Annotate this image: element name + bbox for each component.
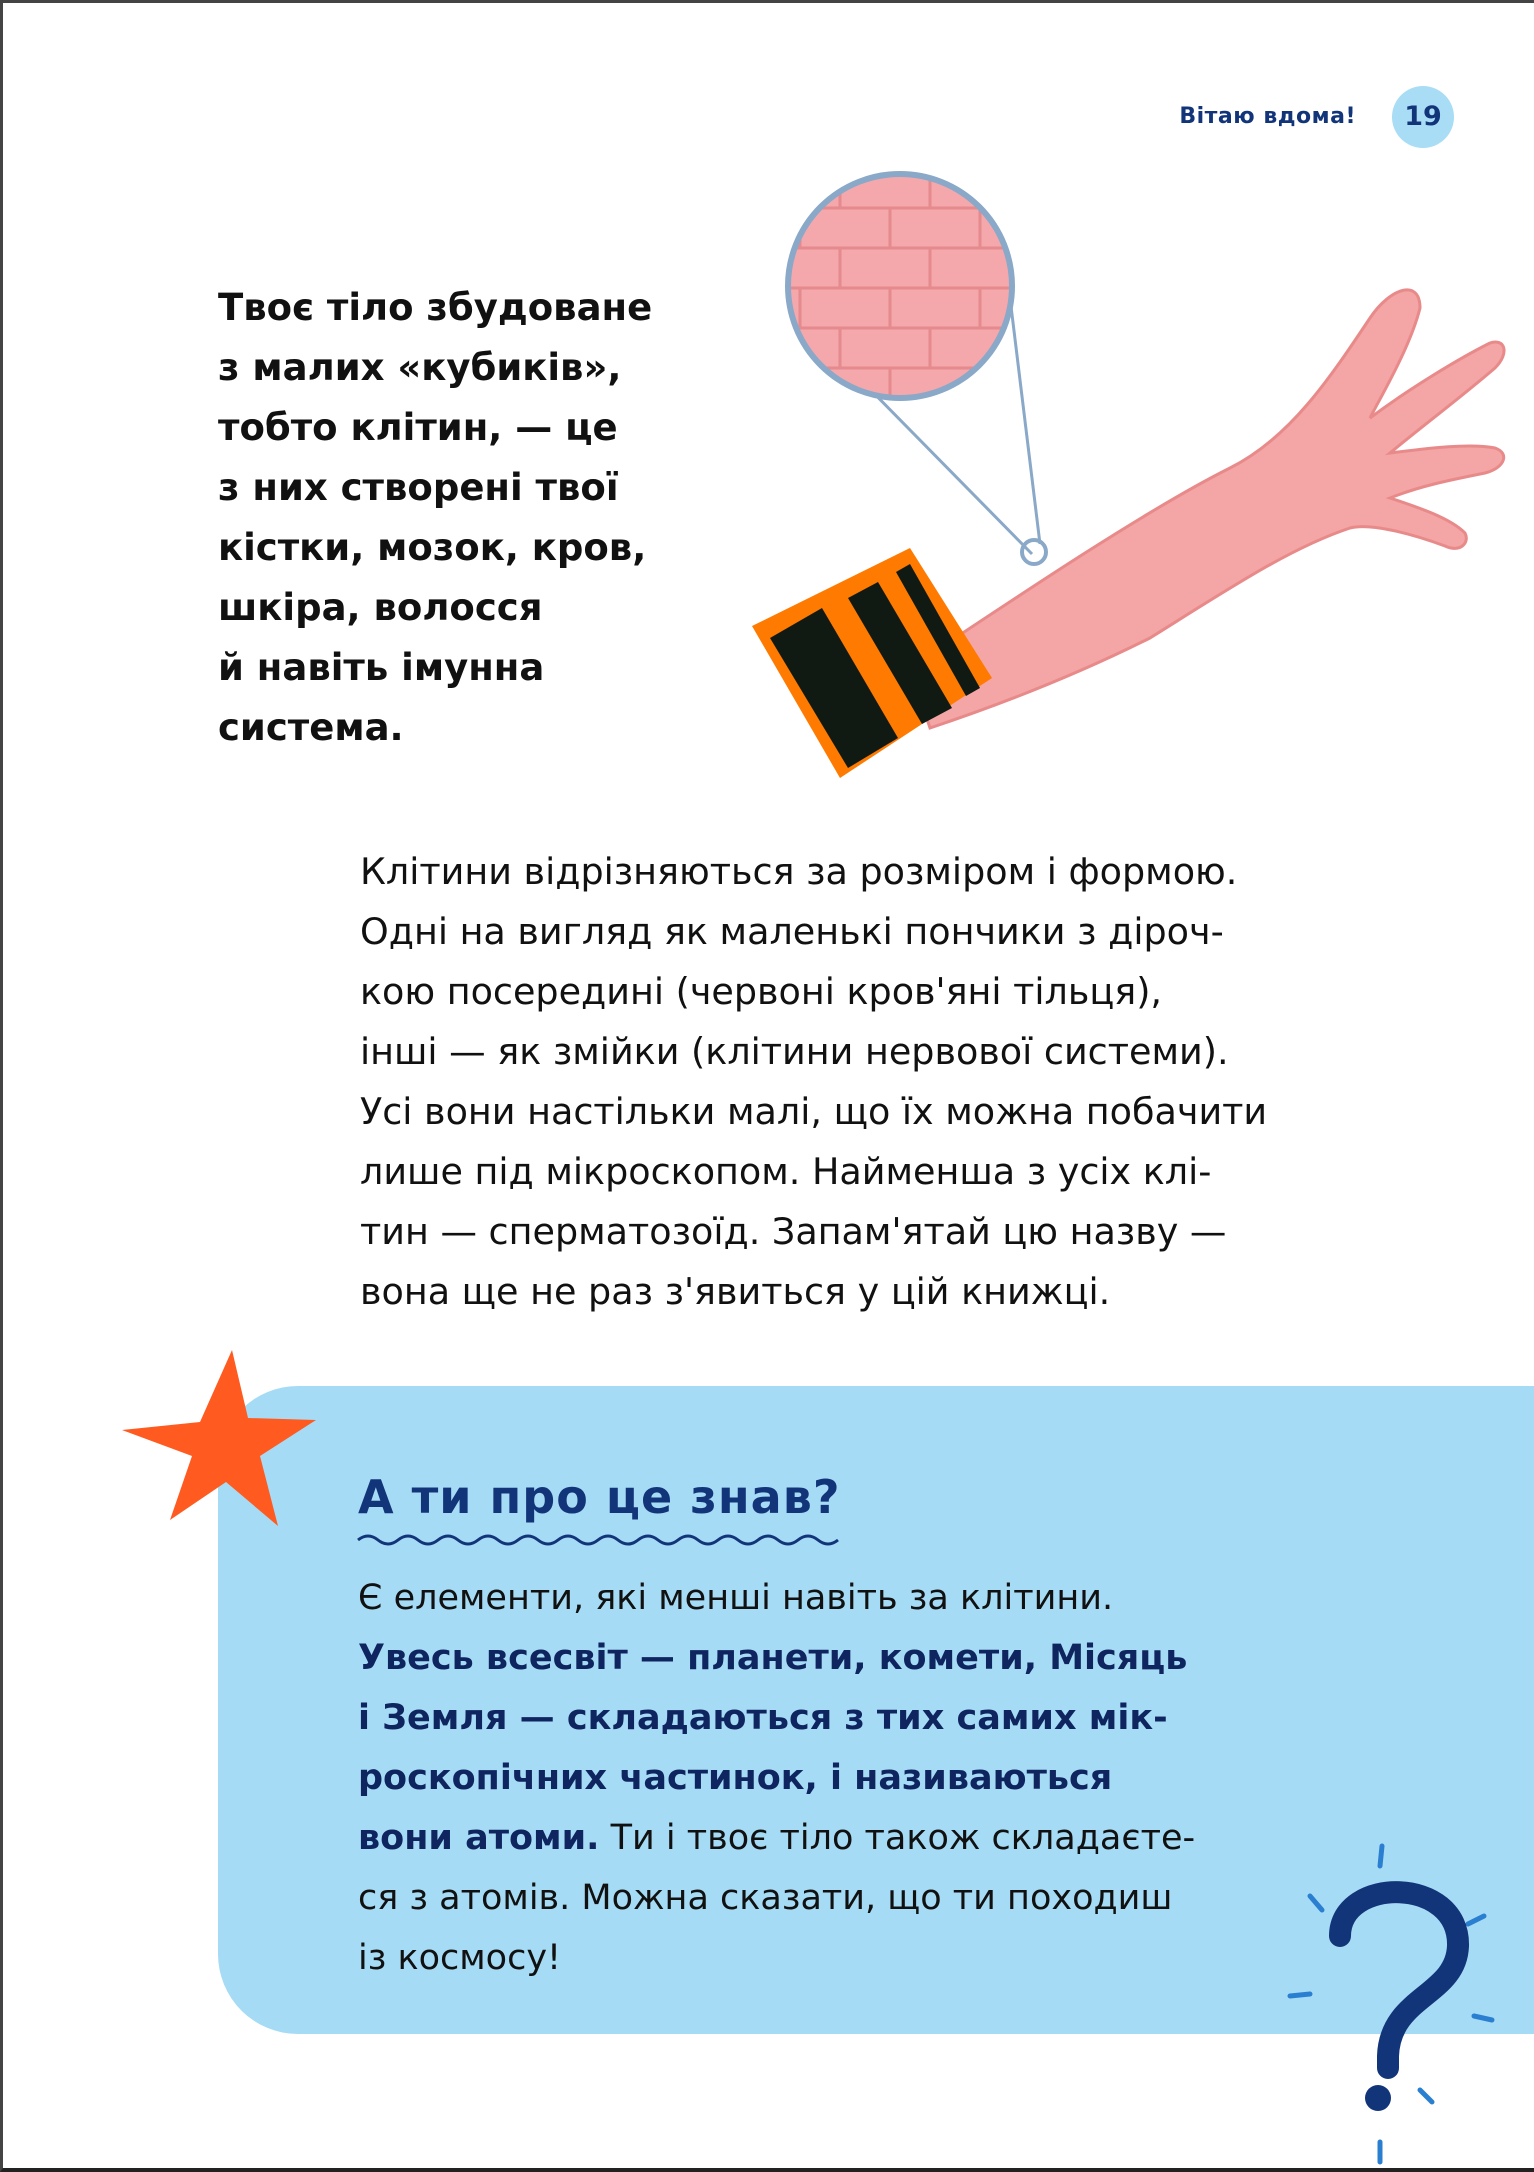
- lens-target: [1022, 540, 1046, 564]
- fact-bold-fragment: вони атоми.: [358, 1818, 600, 1858]
- intro-line: шкіра, волосся: [218, 586, 543, 629]
- page-number: 19: [1392, 86, 1454, 148]
- intro-line: тобто клітин, — це: [218, 406, 618, 449]
- fact-box-heading: А ти про це знав?: [358, 1470, 841, 1524]
- lens-line: [1010, 298, 1040, 544]
- intro-line: з малих «кубиків»,: [218, 346, 622, 389]
- main-paragraph: [360, 842, 1350, 1322]
- fact-line-bold: роскопічних частинок, і називаються: [358, 1758, 1113, 1798]
- hand-illustration: [730, 168, 1510, 828]
- fact-fragment: Ти і твоє тіло також складаєте-: [599, 1818, 1196, 1858]
- fact-line-mixed: [358, 1808, 1298, 1868]
- running-head: Вітаю вдома!: [1179, 104, 1356, 129]
- main-line: вона ще не раз з'явиться у цій книжці.: [360, 1270, 1111, 1313]
- main-line: інші — як змійки (клітини нервової системи).: [360, 1030, 1229, 1073]
- intro-line: з них створені твої: [218, 466, 619, 509]
- intro-line: Твоє тіло збудоване: [218, 286, 653, 329]
- wavy-underline: [356, 1530, 846, 1550]
- main-line: кою посередині (червоні кров'яні тільця),: [360, 970, 1163, 1013]
- fact-line-bold: Увесь всесвіт — планети, комети, Місяць: [358, 1638, 1188, 1678]
- intro-line: й навіть імунна: [218, 646, 545, 689]
- intro-line: кістки, мозок, кров,: [218, 526, 647, 569]
- fact-box-text: [358, 1568, 1298, 1988]
- main-line: Усі вони настільки малі, що їх можна побачити: [360, 1090, 1268, 1133]
- intro-paragraph: [218, 278, 688, 758]
- main-line: Одні на вигляд як маленькі пончики з діроч-: [360, 910, 1224, 953]
- fact-line: із космосу!: [358, 1938, 562, 1978]
- fact-line: ся з атомів. Можна сказати, що ти походиш: [358, 1878, 1173, 1918]
- magnifier-lens: [770, 168, 1030, 408]
- main-line: Клітини відрізняються за розміром і формою.: [360, 850, 1238, 893]
- main-line: тин — сперматозоїд. Запам'ятай цю назву —: [360, 1210, 1227, 1253]
- fact-line: Є елементи, які менші навіть за клітини.: [358, 1578, 1114, 1618]
- sleeve: [752, 548, 992, 778]
- intro-line: система.: [218, 706, 404, 749]
- fact-line-bold: і Земля — складаються з тих самих мік-: [358, 1698, 1168, 1738]
- question-mark-icon: [1270, 1836, 1520, 2166]
- star-icon: [120, 1344, 320, 1534]
- main-line: лише під мікроскопом. Найменша з усіх клі-: [360, 1150, 1212, 1193]
